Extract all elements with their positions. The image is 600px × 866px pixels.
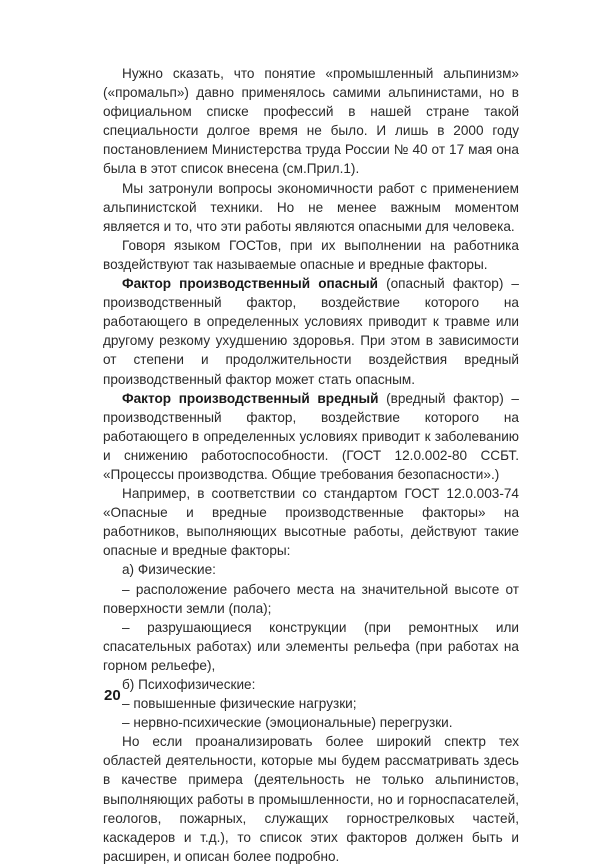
definition-paragraph	[103, 389, 519, 484]
paragraph-text: б) Психофизические:	[122, 677, 256, 692]
paragraph-text: Но если проанализировать более широкий спектр тех областей деятельности, которые мы будем рассматривать здесь в качестве примера (деятельность не только альпинистов, выполняющих работы в промышленности, но и горноспасателей, геологов, пожарных, служащих горнострелковых частей, каскадеров и т.д.), то список этих факторов должен быть и расширен, и описан более подробно.	[103, 734, 519, 864]
paragraph	[103, 236, 519, 274]
list-heading	[103, 560, 519, 579]
page-number: 20	[104, 687, 121, 704]
paragraph-text: а) Физические:	[122, 562, 216, 578]
paragraph-text: (опасный фактор) – производственный фактор, воздействие которого на работающего в определенных условиях приводит к травме или другому резкому ухудшению здоровья. При этом в зависимости от степени и продолжительности воздействия вредный производственный фактор может стать опасным.	[103, 276, 519, 387]
paragraph-text: Мы затронули вопросы экономичности работ с применением альпинистской техники. Но не менее важным моментом является и то, что эти работы являются опасными для человека.	[103, 180, 519, 234]
paragraph-text: (вредный фактор) – производственный фактор, воздействие которого на работающего в определенных условиях приводит к заболеванию и снижению работоспособности. (ГОСТ 12.0.002-80 ССБТ. «Процессы производства. Общие требования безопасности».)	[103, 390, 519, 482]
list-item	[103, 618, 519, 675]
paragraph-text: – повышенные физические нагрузки;	[122, 696, 357, 712]
body-text	[103, 64, 519, 866]
paragraph-text: Нужно сказать, что понятие «промышленный альпинизм» («промальп») давно применялось самими альпинистами, но в официальном списке профессий в нашей стране такой специальности долгое время не было. И лишь в 2000 году постановлением Министерства труда России № 40 от 17 мая она была в этот список внесена (см.Прил.1).	[103, 66, 519, 177]
paragraph-text: Говоря языком ГОСТов, при их выполнении на работника воздействуют так называемые опасные и вредные факторы.	[103, 237, 519, 272]
list-item	[103, 713, 519, 732]
paragraph-text: – расположение рабочего места на значительной высоте от поверхности земли (пола);	[103, 581, 519, 616]
paragraph-text: – нервно-психические (эмоциональные) перегрузки.	[122, 715, 453, 731]
paragraph	[103, 64, 519, 179]
list-item	[103, 694, 519, 713]
term-bold: Фактор производственный вредный	[122, 390, 379, 406]
paragraph	[103, 732, 519, 866]
paragraph	[103, 484, 519, 560]
list-item	[103, 580, 519, 618]
definition-paragraph	[103, 274, 519, 389]
paragraph	[103, 179, 519, 236]
paragraph-text: – разрушающиеся конструкции (при ремонтных или спасательных работах) или элементы рельефа (при работах на горном рельефе),	[103, 619, 519, 673]
term-bold: Фактор производственный опасный	[122, 276, 379, 292]
paragraph-text: Например, в соответствии со стандартом ГОСТ 12.0.003-74 «Опасные и вредные производственные факторы» на работников, выполняющих высотные работы, действуют такие опасные и вредные факторы:	[103, 486, 519, 559]
list-heading	[103, 675, 519, 694]
